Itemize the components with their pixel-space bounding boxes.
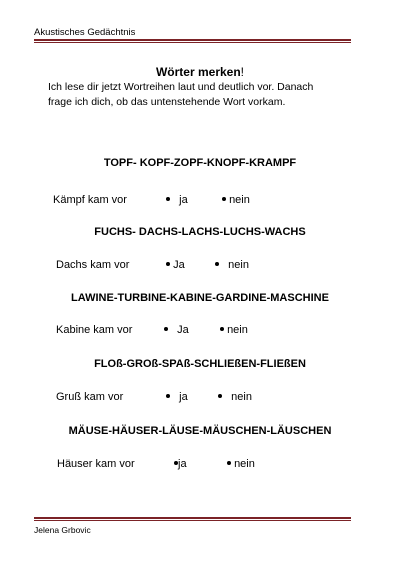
answer-yes-1[interactable] [166, 194, 188, 207]
bullet-icon [227, 461, 231, 465]
answer-yes-3[interactable] [164, 324, 189, 337]
intro-line-2: frage ich dich, ob das untenstehende Wort vorkam. [48, 96, 286, 108]
bullet-icon [164, 327, 168, 331]
word-series-4: FLOß-GROß-SPAß-SCHLIEßEN-FLIEßEN [94, 358, 306, 370]
question-2: Dachs kam vor [56, 259, 130, 271]
header-title: Akustisches Gedächtnis [34, 27, 136, 38]
answer-no-label-2: nein [228, 259, 249, 271]
bullet-icon [218, 394, 222, 398]
word-series-2: FUCHS- DACHS-LACHS-LUCHS-WACHS [94, 226, 306, 238]
answer-no-1[interactable] [222, 194, 250, 207]
answer-yes-label-5: ja [178, 458, 187, 470]
answer-yes-2[interactable] [166, 259, 185, 272]
answer-no-label-4: nein [231, 391, 252, 403]
question-1: Kämpf kam vor [53, 194, 127, 206]
bullet-icon [166, 394, 170, 398]
bullet-icon [222, 197, 226, 201]
page-title-suffix: ! [240, 65, 245, 79]
answer-no-2[interactable] [215, 259, 249, 272]
answer-yes-label-4: ja [179, 391, 188, 403]
answer-yes-4[interactable] [166, 391, 188, 404]
word-series-1: TOPF- KOPF-ZOPF-KNOPF-KRAMPF [103, 157, 297, 169]
answer-yes-label-3: Ja [177, 324, 189, 336]
bullet-icon [220, 327, 224, 331]
page-title-text: Wörter merken [155, 65, 241, 79]
answer-yes-label-2: Ja [173, 259, 185, 271]
question-3: Kabine kam vor [56, 324, 133, 336]
page-title [0, 65, 400, 79]
answer-no-4[interactable] [218, 391, 252, 404]
answer-no-5[interactable] [227, 458, 255, 471]
answer-no-3[interactable] [220, 324, 248, 337]
answer-yes-label-1: ja [179, 194, 188, 206]
answer-no-label-1: nein [229, 194, 250, 206]
word-series-3: LAWINE-TURBINE-KABINE-GARDINE-MASCHINE [71, 292, 329, 304]
bullet-icon [166, 262, 170, 266]
intro-line-1: Ich lese dir jetzt Wortreihen laut und deutlich vor. Danach [48, 81, 314, 93]
footer-author: Jelena Grbovic [34, 525, 91, 535]
header-rule [34, 39, 351, 43]
intro-text [48, 80, 358, 110]
word-series-5: MÄUSE-HÄUSER-LÄUSE-MÄUSCHEN-LÄUSCHEN [68, 425, 332, 437]
answer-no-label-3: nein [227, 324, 248, 336]
bullet-icon [215, 262, 219, 266]
answer-no-label-5: nein [234, 458, 255, 470]
bullet-icon [166, 197, 170, 201]
question-5: Häuser kam vor [57, 458, 135, 470]
answer-yes-5[interactable] [174, 458, 187, 471]
question-4: Gruß kam vor [56, 391, 124, 403]
footer-rule [34, 517, 351, 521]
